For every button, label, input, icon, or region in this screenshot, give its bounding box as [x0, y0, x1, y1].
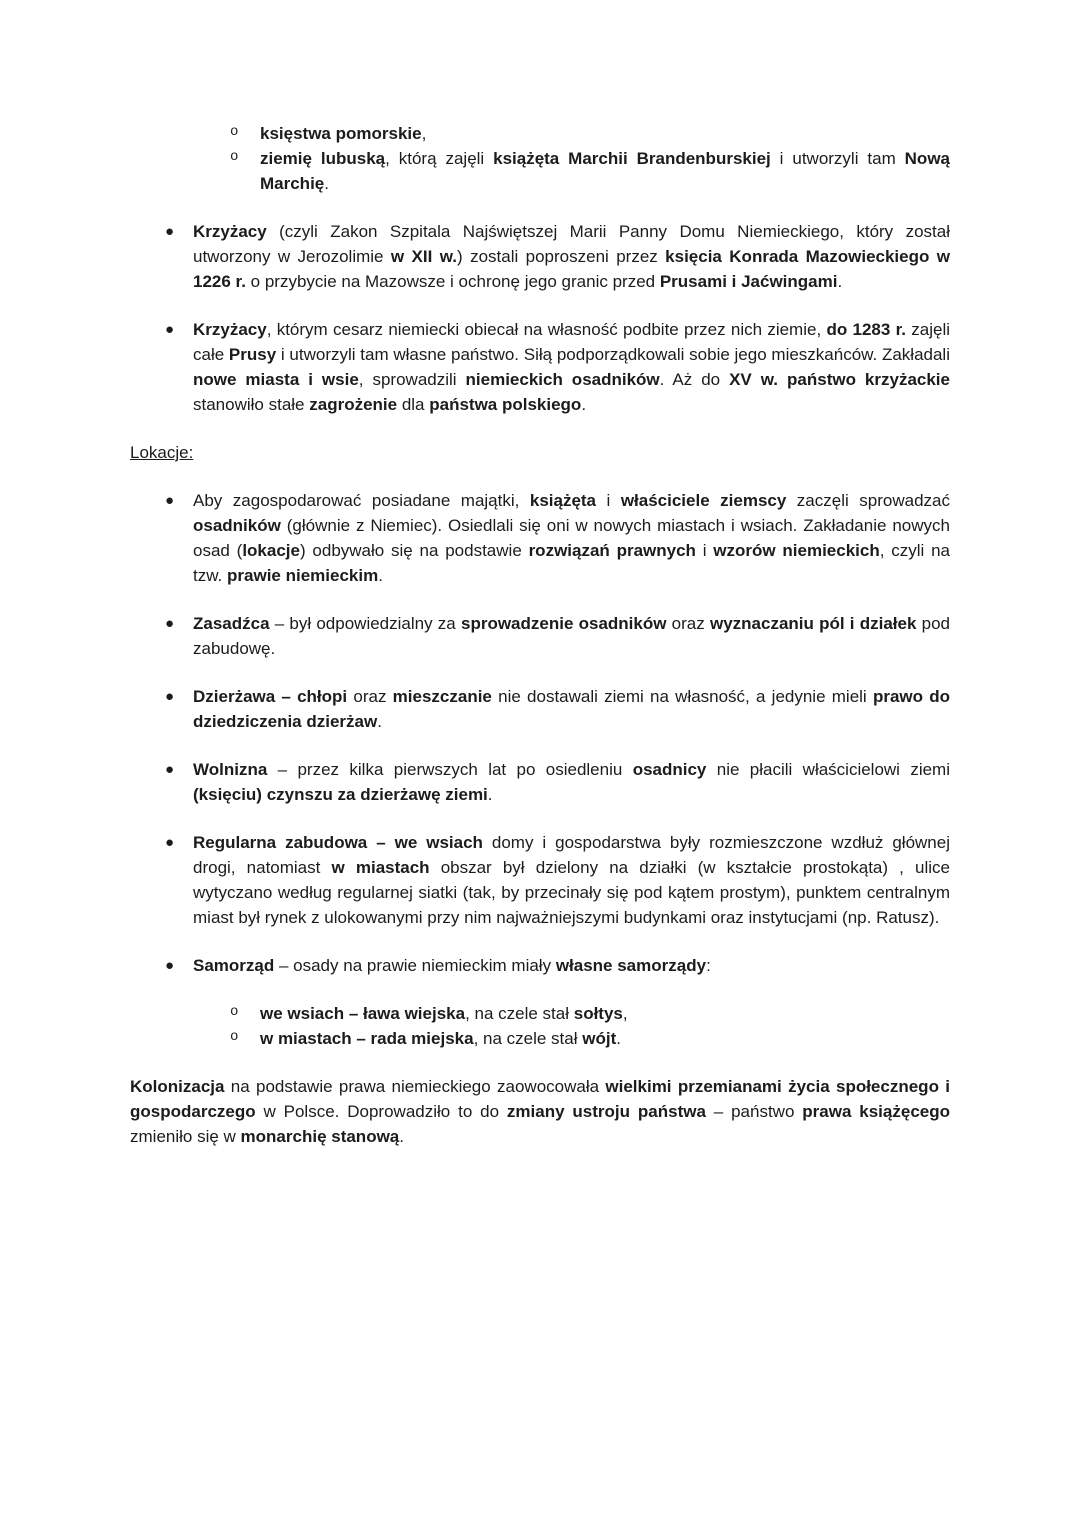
sub-bullet-marker: o [230, 124, 239, 140]
sub-bullet-ziemia-lubuska [130, 146, 950, 196]
list-item-text: Regularna zabudowa – we wsiach domy i gospodarstwa były rozmieszczone wzdłuż głównej drogi, natomiast w miastach obszar był dzielony na działki (w kształcie prostokąta) , ulice wytyczano według regularnej siatki (tak, by przecinały się pod kątem prostym), punktem centralnym miast był rynek z ulokowanymi przy nim najważniejszymi budynkami oraz instytucjami (np. Ratusz). [193, 833, 950, 927]
sub-bullet-w-miastach [130, 1026, 950, 1051]
bullet-regularna-zabudowa [130, 830, 950, 930]
bullet-wolnizna [130, 757, 950, 807]
section-heading-lokacje [130, 440, 950, 465]
list-item-text: ziemię lubuską, którą zajęli książęta Marchii Brandenburskiej i utworzyli tam Nową Marchię. [260, 149, 950, 193]
bullet-marker: ● [165, 761, 175, 778]
bullet-marker: ● [165, 223, 175, 240]
bullet-krzyzacy-zakon [130, 219, 950, 294]
bullet-marker: ● [165, 688, 175, 705]
list-item-text: Aby zagospodarować posiadane majątki, książęta i właściciele ziemscy zaczęli sprowadzać osadników (głównie z Niemiec). Osiedlali się oni w nowych miastach i wsiach. Zakładanie nowych osad (lokacje) odbywało się na podstawie rozwiązań prawnych i wzorów niemieckich, czyli na tzw. prawie niemieckim. [193, 491, 950, 585]
bullet-marker: ● [165, 615, 175, 632]
bullet-marker: ● [165, 492, 175, 509]
sub-bullet-marker: o [230, 149, 239, 165]
bullet-marker: ● [165, 321, 175, 338]
list-item-text: w miastach – rada miejska, na czele stał wójt. [260, 1029, 621, 1048]
section-heading-text: Lokacje: [130, 443, 194, 462]
bullet-aby-zagospodarowac [130, 488, 950, 588]
list-item-text: Krzyżacy (czyli Zakon Szpitala Najświętszej Marii Panny Domu Niemieckiego, który został utworzony w Jerozolimie w XII w.) zostali poproszeni przez księcia Konrada Mazowieckiego w 1226 r. o przybycie na Mazowsze i ochronę jego granic przed Prusami i Jaćwingami. [193, 222, 950, 291]
paragraph-kolonizacja [130, 1074, 950, 1149]
sub-bullet-we-wsiach [130, 1001, 950, 1026]
bullet-samorzad [130, 953, 950, 978]
list-item-text: Zasadźca – był odpowiedzialny za sprowadzenie osadników oraz wyznaczaniu pól i działek pod zabudowę. [193, 614, 950, 658]
list-item-text: Samorząd – osady na prawie niemieckim miały własne samorządy: [193, 956, 711, 975]
sub-bullet-ksiestwa-pomorskie [130, 121, 950, 146]
list-item-text: Dzierżawa – chłopi oraz mieszczanie nie dostawali ziemi na własność, a jedynie mieli prawo do dziedziczenia dzierżaw. [193, 687, 950, 731]
list-item-text: we wsiach – ława wiejska, na czele stał sołtys, [260, 1004, 628, 1023]
paragraph-text: Kolonizacja na podstawie prawa niemieckiego zaowocowała wielkimi przemianami życia społecznego i gospodarczego w Polsce. Doprowadziło to do zmiany ustroju państwa – państwo prawa książęcego zmieniło się w monarchię stanową. [130, 1077, 950, 1146]
bullet-marker: ● [165, 834, 175, 851]
sub-bullet-marker: o [230, 1029, 239, 1045]
bullet-zasadzca [130, 611, 950, 661]
list-item-text: Krzyżacy, którym cesarz niemiecki obiecał na własność podbite przez nich ziemie, do 1283 r. zajęli całe Prusy i utworzyli tam własne państwo. Siłą podporządkowali sobie jego mieszkańców. Zakładali nowe miasta i wsie, sprowadzili niemieckich osadników. Aż do XV w. państwo krzyżackie stanowiło stałe zagrożenie dla państwa polskiego. [193, 320, 951, 414]
bullet-krzyzacy-prusy [130, 317, 950, 417]
bullet-marker: ● [165, 957, 175, 974]
list-item-text: księstwa pomorskie, [260, 124, 427, 143]
sub-bullet-marker: o [230, 1004, 239, 1020]
list-item-text: Wolnizna – przez kilka pierwszych lat po osiedleniu osadnicy nie płacili właścicielowi ziemi (księciu) czynszu za dzierżawę ziemi. [193, 760, 950, 804]
bullet-dzierzawa [130, 684, 950, 734]
